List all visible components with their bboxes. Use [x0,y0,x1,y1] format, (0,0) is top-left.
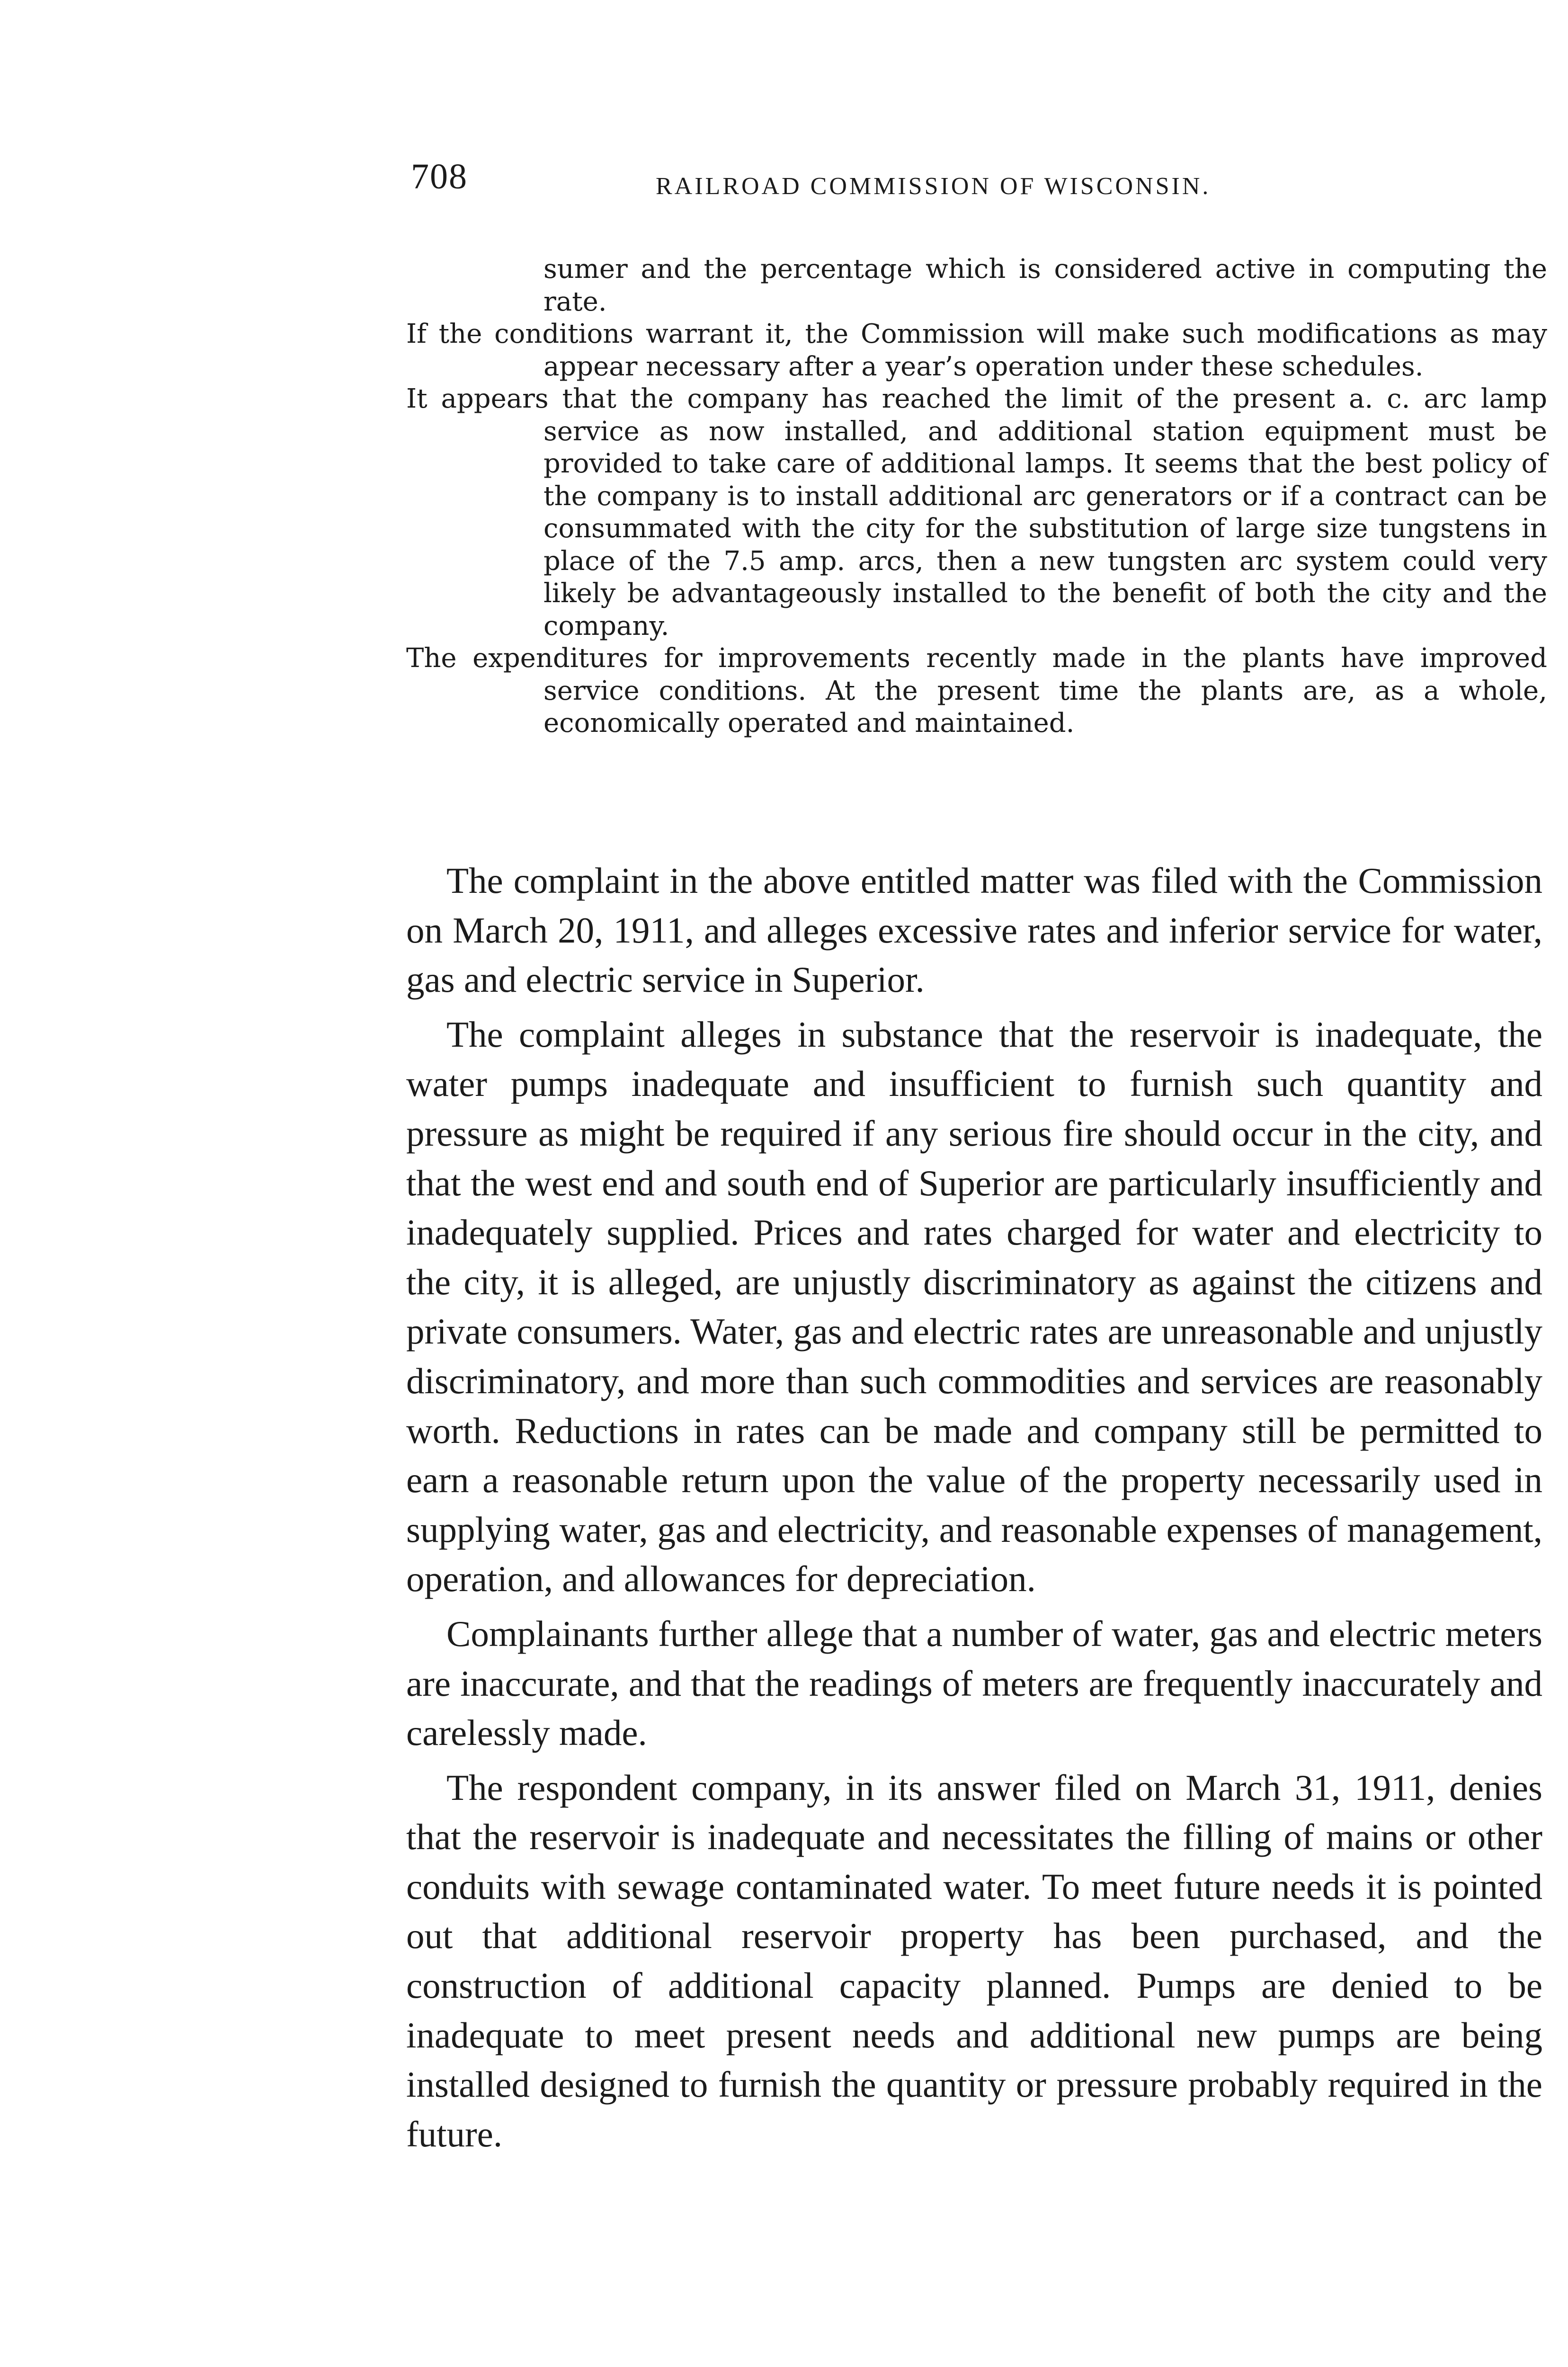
opinion-paragraph: The complaint in the above entitled matter was filed with the Commission on March 20, 1911, and alleges excessive rates and inferior service for water, gas and electric service in Superior. [406,860,1542,1000]
findings-list [406,253,1547,740]
opinion-paragraph: The respondent company, in its answer filed on March 31, 1911, denies that the reservoir is inadequate and necessitates the filling of mains or other conduits with sewage contaminated water. To meet future needs it is pointed out that additional reservoir property has been purchased, and the construction of additional capacity planned. Pumps are denied to be inadequate to meet present needs and additional new pumps are being installed designed to furnish the quantity or pressure probably required in the future. [406,1767,1542,2154]
opinion-paragraph: The complaint alleges in substance that the reservoir is inadequate, the water pumps inadequate and insufficient to furnish such quantity and pressure as might be required if any serious fire should occur in the city, and that the west end and south end of Superior are particularly insufficiently and inadequately supplied. Prices and rates charged for water and electricity to the city, it is alleged, are unjustly discriminatory as against the citizens and private consumers. Water, gas and electric rates are unreasonable and unjustly discriminatory, and more than such commodities and services are reasonably worth. Reductions in rates can be made and company still be permitted to earn a reasonable return upon the value of the property necessarily used in supplying water, gas and electricity, and reasonable expenses of management, operation, and allowances for depreciation. [406,1014,1542,1600]
opinion-paragraph: Complainants further allege that a number of water, gas and electric meters are inaccurate, and that the readings of meters are frequently inaccurately and carelessly made. [406,1613,1542,1753]
opinion-body [406,856,1542,2164]
running-head: RAILROAD COMMISSION OF WISCONSIN. [656,173,1211,200]
finding-item: The expenditures for improvements recently made in the plants have improved service conditions. At the present time the plants are, as a whole, economically operated and maintained. [406,643,1547,739]
finding-item: It appears that the company has reached the limit of the present a. c. arc lamp service as now installed, and additional station equipment must be provided to take care of additional lamps. It seems that the best policy of the company is to install additional arc generators or if a contract can be consummated with the city for the substitution of large size tungstens in place of the 7.5 amp. arcs, then a new tungsten arc system could very likely be advantageously installed to the benefit of both the city and the company. [406,383,1547,641]
finding-item: If the conditions warrant it, the Commission will make such modifications as may appear necessary after a year’s operation under these schedules. [406,319,1547,382]
page-number: 708 [411,157,468,196]
finding-continuation: sumer and the percentage which is considered active in computing the rate. [543,254,1547,317]
